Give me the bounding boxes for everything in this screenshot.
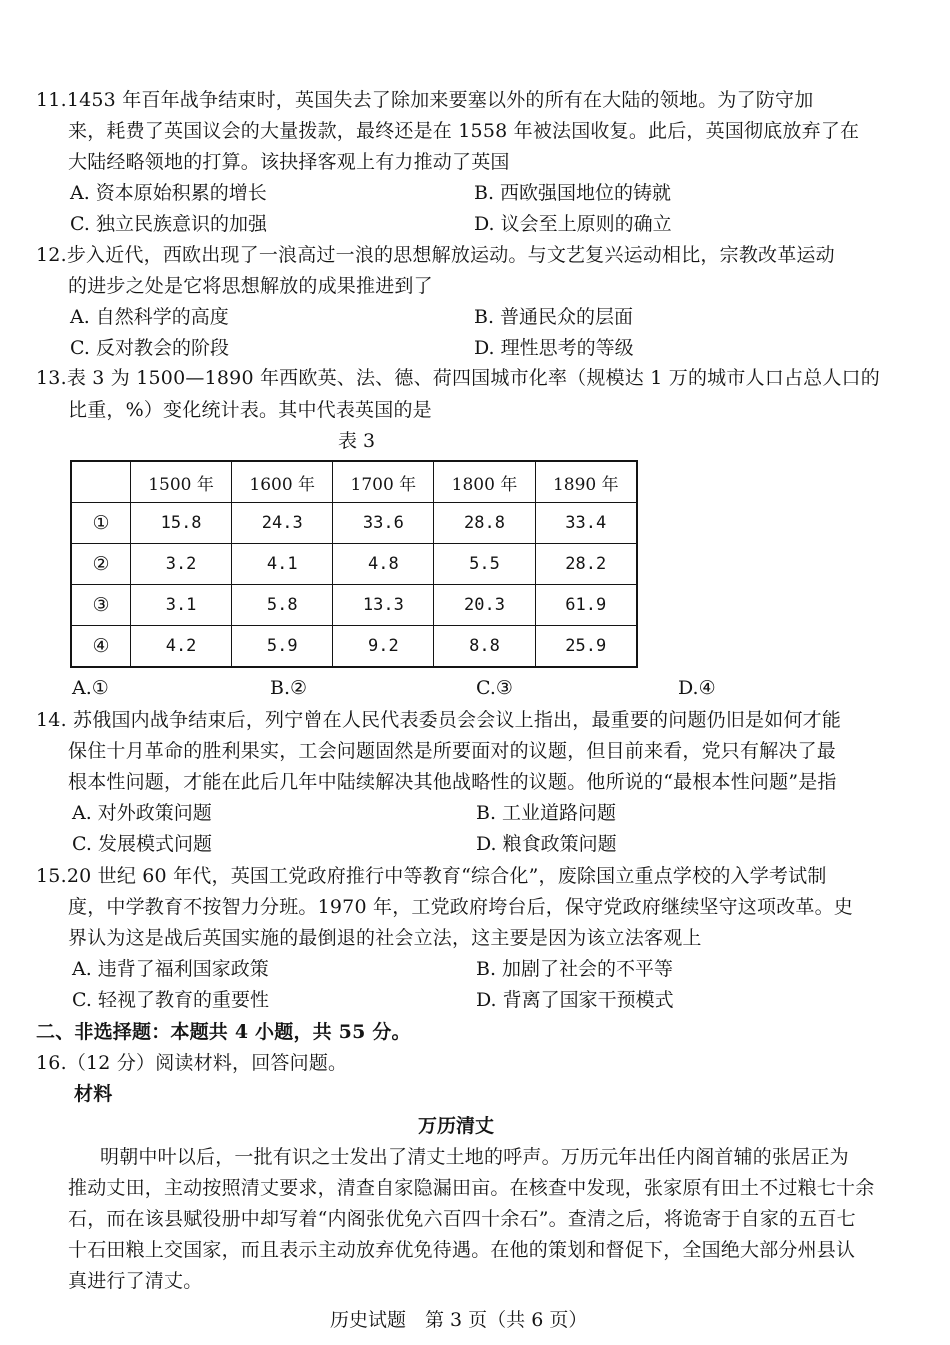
- q13-option-d: D.④: [678, 677, 716, 699]
- table-cell: 5.5: [434, 544, 535, 585]
- q12-line-1: 12.步入近代，西欧出现了一浪高过一浪的思想解放运动。与文艺复兴运动相比，宗教改革运动: [36, 244, 835, 266]
- table-row: [71, 544, 637, 585]
- q14-line-2: 保住十月革命的胜利果实，工会问题固然是所要面对的议题，但目前来看，党只有解决了最: [68, 740, 837, 762]
- material-para-line-3: 石，而在该县赋役册中却写着“内阁张优免六百四十余石”。查清之后，将诡寄于自家的五百七: [68, 1208, 856, 1230]
- table-cell: 15.8: [131, 503, 232, 544]
- q16-intro: 16.（12 分）阅读材料，回答问题。: [36, 1052, 348, 1074]
- table-cell: 24.3: [232, 503, 333, 544]
- q13-option-a: A.①: [72, 677, 109, 699]
- page-footer: 历史试题 第 3 页（共 6 页）: [330, 1309, 588, 1331]
- q11-option-b: B. 西欧强国地位的铸就: [474, 182, 672, 204]
- q11-option-c: C. 独立民族意识的加强: [70, 213, 267, 235]
- table-header-1500: 1500 年: [131, 461, 232, 503]
- q11-line-1: 11.1453 年百年战争结束时，英国失去了除加来要塞以外的所有在大陆的领地。为了防守加: [36, 89, 814, 111]
- table-cell: 13.3: [333, 585, 434, 626]
- q14-option-b: B. 工业道路问题: [476, 802, 617, 824]
- table-cell: 25.9: [535, 626, 637, 668]
- q13-option-b: B.②: [270, 677, 308, 699]
- q13-line-2: 比重，%）变化统计表。其中代表英国的是: [68, 399, 432, 421]
- material-title: 万历清丈: [418, 1115, 495, 1137]
- material-para-line-4: 十石田粮上交国家，而且表示主动放弃优免待遇。在他的策划和督促下，全国绝大部分州县认: [68, 1239, 856, 1261]
- table-cell: 4.2: [131, 626, 232, 668]
- table-row: [71, 626, 637, 668]
- q15-line-1: 15.20 世纪 60 年代，英国工党政府推行中等教育“综合化”，废除国立重点学校的入学考试制: [36, 865, 827, 887]
- q13-option-c: C.③: [476, 677, 513, 699]
- material-para-line-1: 明朝中叶以后，一批有识之士发出了清丈土地的呼声。万历元年出任内阁首辅的张居正为: [100, 1146, 849, 1168]
- q15-option-a: A. 违背了福利国家政策: [72, 958, 269, 980]
- table-cell: 3.1: [131, 585, 232, 626]
- table-header-1800: 1800 年: [434, 461, 535, 503]
- q15-line-3: 界认为这是战后英国实施的最倒退的社会立法，这主要是因为该立法客观上: [68, 927, 702, 949]
- row-label: ③: [71, 585, 131, 626]
- table-cell: 28.8: [434, 503, 535, 544]
- table-cell: 9.2: [333, 626, 434, 668]
- table-cell: 3.2: [131, 544, 232, 585]
- table-header-1700: 1700 年: [333, 461, 434, 503]
- table-header-1600: 1600 年: [232, 461, 333, 503]
- table-header-corner: [71, 461, 131, 503]
- q14-line-1: 14. 苏俄国内战争结束后，列宁曾在人民代表委员会会议上指出，最重要的问题仍旧是如何才能: [36, 709, 842, 731]
- table-cell: 8.8: [434, 626, 535, 668]
- urbanization-table: [70, 460, 638, 668]
- table-cell: 61.9: [535, 585, 637, 626]
- table-cell: 5.9: [232, 626, 333, 668]
- q14-option-d: D. 粮食政策问题: [476, 833, 617, 855]
- table-cell: 33.4: [535, 503, 637, 544]
- table-header-row: [71, 461, 637, 503]
- material-para-line-2: 推动丈田，主动按照清丈要求，清查自家隐漏田亩。在核查中发现，张家原有田土不过粮七十余: [68, 1177, 875, 1199]
- q15-line-2: 度，中学教育不按智力分班。1970 年，工党政府垮台后，保守党政府继续坚守这项改革。史: [68, 896, 853, 918]
- row-label: ①: [71, 503, 131, 544]
- table-cell: 33.6: [333, 503, 434, 544]
- q15-option-b: B. 加剧了社会的不平等: [476, 958, 674, 980]
- q12-line-2: 的进步之处是它将思想解放的成果推进到了: [68, 275, 433, 297]
- material-label: 材料: [74, 1083, 113, 1105]
- q11-line-3: 大陆经略领地的打算。该抉择客观上有力推动了英国: [68, 151, 510, 173]
- table-cell: 4.1: [232, 544, 333, 585]
- q15-option-d: D. 背离了国家干预模式: [476, 989, 674, 1011]
- material-para-line-5: 真进行了清丈。: [68, 1270, 203, 1292]
- row-label: ②: [71, 544, 131, 585]
- q12-option-c: C. 反对教会的阶段: [70, 337, 229, 359]
- q12-option-a: A. 自然科学的高度: [70, 306, 229, 328]
- q14-option-c: C. 发展模式问题: [72, 833, 212, 855]
- q12-option-d: D. 理性思考的等级: [474, 337, 634, 359]
- section-heading: 二、非选择题：本题共 4 小题，共 55 分。: [36, 1021, 411, 1043]
- q11-line-2: 来，耗费了英国议会的大量拨款，最终还是在 1558 年被法国收复。此后，英国彻底放弃了在: [68, 120, 860, 142]
- q11-option-a: A. 资本原始积累的增长: [70, 182, 267, 204]
- q14-line-3: 根本性问题，才能在此后几年中陆续解决其他战略性的议题。他所说的“最根本性问题”是指: [68, 771, 837, 793]
- table-title: 表 3: [338, 430, 376, 452]
- table-cell: 28.2: [535, 544, 637, 585]
- row-label: ④: [71, 626, 131, 668]
- q15-option-c: C. 轻视了教育的重要性: [72, 989, 269, 1011]
- q12-option-b: B. 普通民众的层面: [474, 306, 634, 328]
- q11-option-d: D. 议会至上原则的确立: [474, 213, 672, 235]
- table-header-1890: 1890 年: [535, 461, 637, 503]
- table-cell: 4.8: [333, 544, 434, 585]
- table-row: [71, 503, 637, 544]
- table-cell: 20.3: [434, 585, 535, 626]
- table-row: [71, 585, 637, 626]
- table-cell: 5.8: [232, 585, 333, 626]
- q13-line-1: 13.表 3 为 1500—1890 年西欧英、法、德、荷四国城市化率（规模达 1 万的城市人口占总人口的: [36, 367, 880, 389]
- q14-option-a: A. 对外政策问题: [72, 802, 212, 824]
